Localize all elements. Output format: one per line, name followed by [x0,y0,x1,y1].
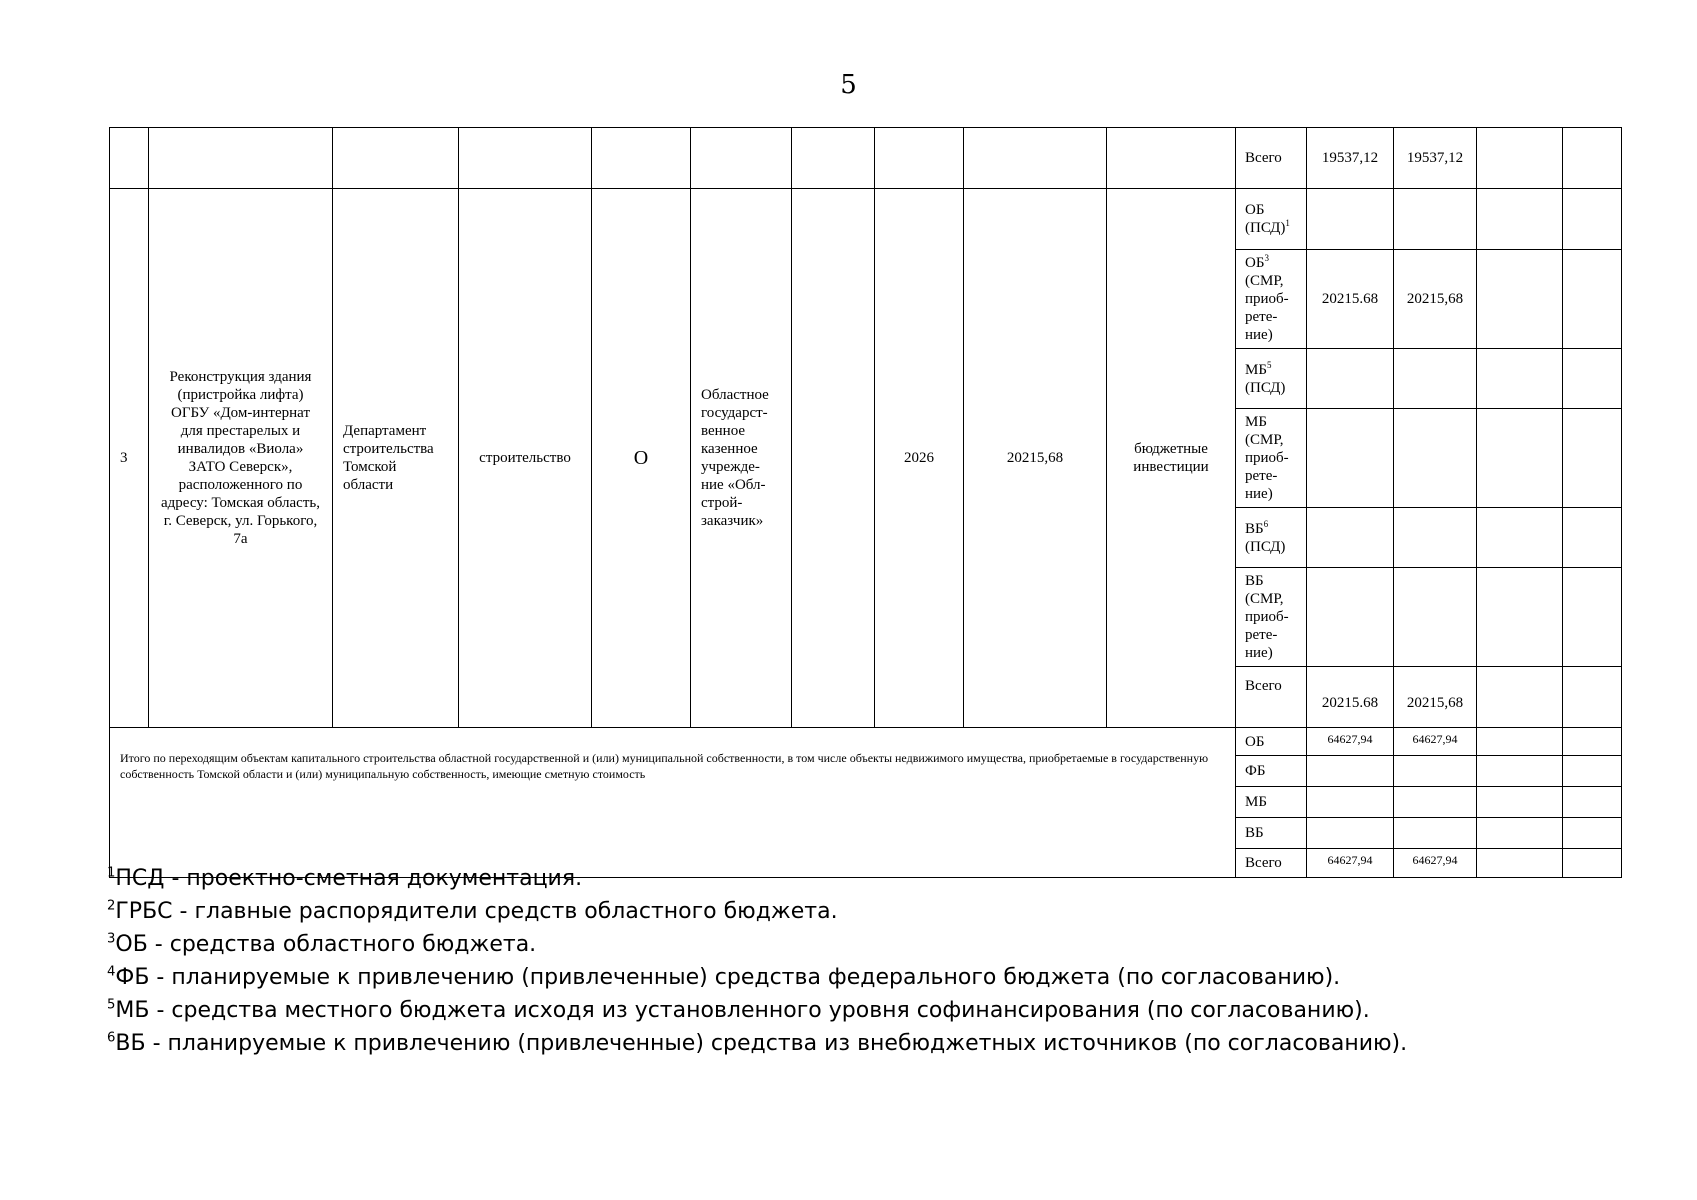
value-cell: 20215.68 [1307,250,1394,349]
cell-empty [1477,568,1563,667]
cell-empty [1477,189,1563,250]
cell-empty [1563,128,1622,189]
footnote: $^3$ОБ - средства областного бюджета. [107,931,537,957]
value-cell: 20215,68 [1394,250,1477,349]
footnote: $^2$ГРБС - главные распорядители средств областного бюджета. [107,898,838,924]
value-cell [1307,508,1394,568]
continuation-row [110,128,1622,189]
row-number: 3 [110,189,149,728]
cell-empty [1477,250,1563,349]
cell-empty [1563,409,1622,508]
estimated-cost: 20215,68 [964,189,1107,728]
total-row [110,728,1622,756]
cell-empty [1107,128,1236,189]
page-number: 5 [840,70,857,100]
customer-name: Областное государст-венное казенное учрежде-ние «Обл-строй-заказчик» [691,189,792,728]
source-label: ОБ [1236,728,1307,756]
cell-empty [1477,756,1563,787]
cell-empty [1563,787,1622,818]
value-cell: 20215.68 [1307,667,1394,728]
value-cell: 20215,68 [1394,667,1477,728]
cell-empty [1563,818,1622,849]
cell-empty [1477,349,1563,409]
cell-empty [792,128,875,189]
cell-empty [792,189,875,728]
cell-empty [1563,349,1622,409]
source-label: Всего [1236,849,1307,878]
footnotes [107,862,1667,1060]
value-cell [1307,787,1394,818]
cell-empty [1563,667,1622,728]
cell-empty [459,128,592,189]
cell-empty [592,128,691,189]
value-cell [1307,349,1394,409]
source-label: $ВБ^6$ (ПСД) [1236,508,1307,568]
cell-empty [1563,189,1622,250]
footnote: $^1$ПСД - проектно-сметная документация. [107,865,583,891]
source-label: ВБ [1236,818,1307,849]
value-cell [1394,818,1477,849]
cell-empty [149,128,333,189]
cell-empty [875,128,964,189]
cell-empty [1477,728,1563,756]
cell-empty [1477,818,1563,849]
source-label: Всего [1236,128,1307,189]
cell-empty [1477,409,1563,508]
footnote: $^6$ВБ - планируемые к привлечению (привлеченные) средства из внебюджетных источников (по согласованию). [107,1030,1408,1056]
cell-empty [110,128,149,189]
value-cell [1394,189,1477,250]
cell-empty [1477,128,1563,189]
cell-empty [1563,508,1622,568]
footnote: $^4$ФБ - планируемые к привлечению (привлеченные) средства федерального бюджета (по согласованию). [107,964,1341,990]
type-code: О [592,189,691,728]
value-cell: 64627,94 [1394,849,1477,878]
completion-year: 2026 [875,189,964,728]
value-cell [1394,508,1477,568]
work-type: строительство [459,189,592,728]
value-cell [1394,568,1477,667]
source-label: ФБ [1236,756,1307,787]
project-row [110,189,1622,250]
cell-empty [1477,667,1563,728]
cell-empty [1563,568,1622,667]
value-cell: 19537,12 [1394,128,1477,189]
funding-form: бюджетные инвестиции [1107,189,1236,728]
source-label: МБ [1236,787,1307,818]
value-cell [1307,818,1394,849]
value-cell [1394,349,1477,409]
cell-empty [1563,250,1622,349]
investment-table [109,127,1622,878]
grbs-name: Департамент строительства Томской области [333,189,459,728]
value-cell [1307,756,1394,787]
cell-empty [1563,728,1622,756]
value-cell: 64627,94 [1307,849,1394,878]
cell-empty [691,128,792,189]
cell-empty [1477,508,1563,568]
cell-empty [964,128,1107,189]
footnote: $^5$МБ - средства местного бюджета исходя из установленного уровня софинансирования (по согласованию). [107,997,1370,1023]
object-name: Реконструкция здания (пристройка лифта) ОГБУ «Дом-интернат для престарелых и инвалидов «Виола» ЗАТО Северск», расположенного по адресу: Томская область, г. Северск, ул. Горького, 7а [149,189,333,728]
value-cell [1307,409,1394,508]
total-description: Итого по переходящим объектам капитального строительства областной государственной и (или) муниципальной собственности, в том числе объекты недвижимого имущества, приобретаемые в государственную собственность Томской области и (или) муниципальную собственность, имеющие сметную стоимость [110,728,1236,878]
source-label: Всего [1236,667,1307,728]
source-label: $МБ^5$ (ПСД) [1236,349,1307,409]
value-cell [1394,787,1477,818]
value-cell: 64627,94 [1394,728,1477,756]
value-cell [1307,568,1394,667]
value-cell: 64627,94 [1307,728,1394,756]
cell-empty [1477,787,1563,818]
source-label: МБ (СМР, приоб-рете-ние) [1236,409,1307,508]
value-cell: 19537,12 [1307,128,1394,189]
cell-empty [333,128,459,189]
cell-empty [1563,756,1622,787]
value-cell [1307,189,1394,250]
source-label: ВБ (СМР, приоб-рете-ние) [1236,568,1307,667]
source-label: ОБ (ПСД)$^1$ [1236,189,1307,250]
value-cell [1394,409,1477,508]
source-label: $ОБ^3$ (СМР, приоб-рете-ние) [1236,250,1307,349]
value-cell [1394,756,1477,787]
